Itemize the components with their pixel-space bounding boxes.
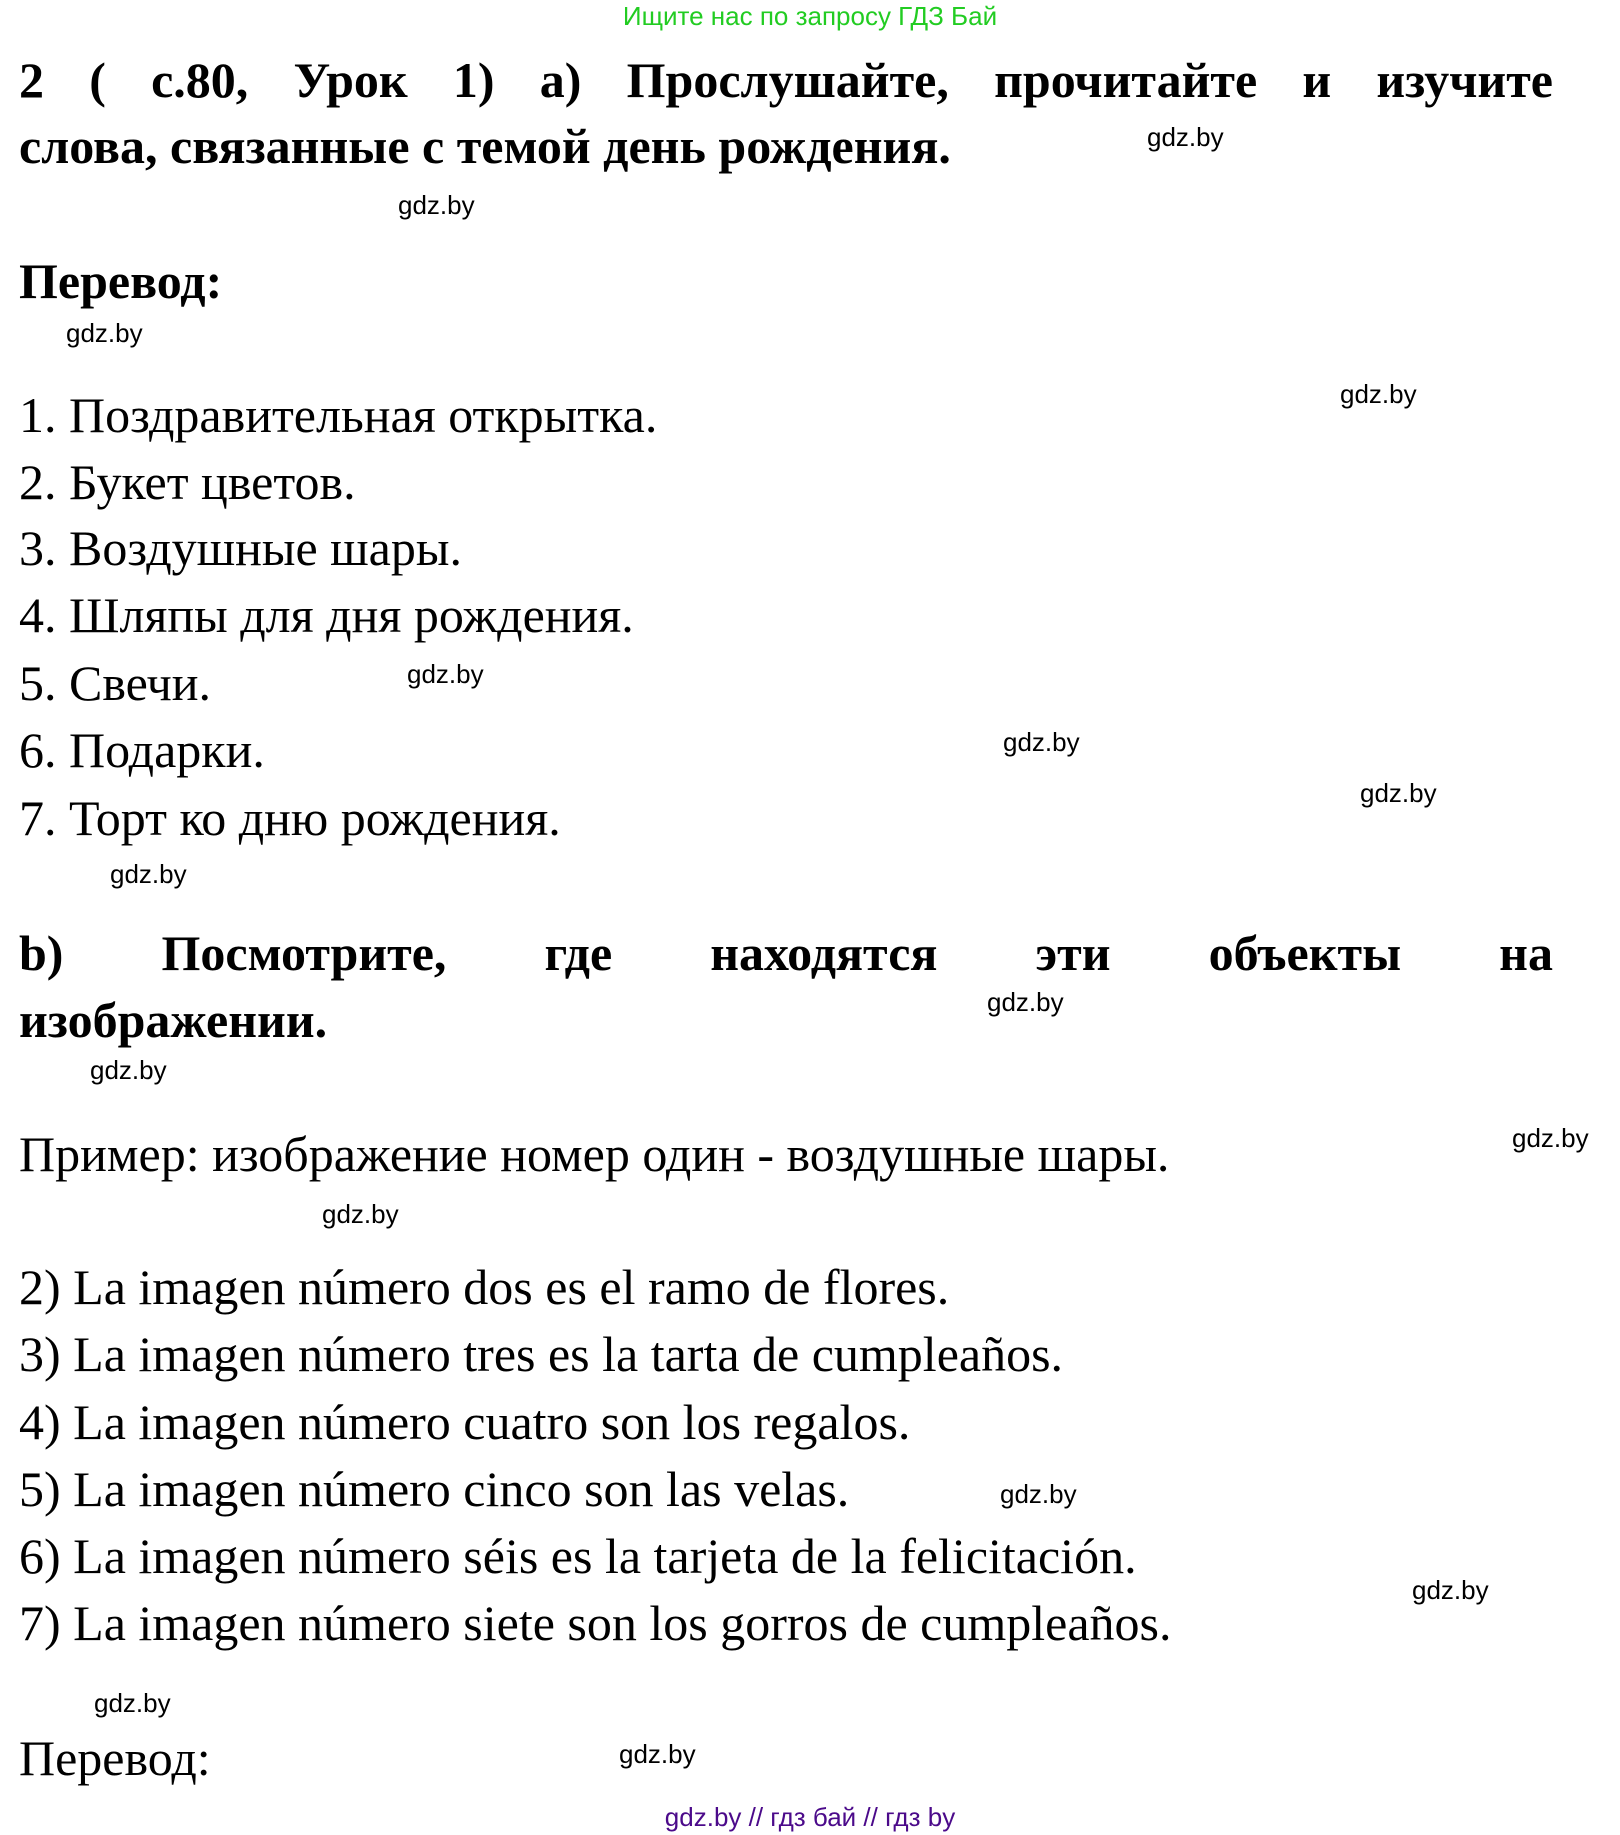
watermark: gdz.by: [110, 859, 187, 889]
translation-item: 2. Букет цветов.: [19, 454, 356, 510]
translation-item: 3. Воздушные шары.: [19, 520, 462, 576]
watermark: gdz.by: [407, 659, 484, 689]
watermark: gdz.by: [90, 1055, 167, 1085]
watermark: gdz.by: [1360, 778, 1437, 808]
watermark: gdz.by: [66, 318, 143, 348]
watermark: gdz.by: [1512, 1123, 1589, 1153]
translation-item: 6. Подарки.: [19, 722, 265, 778]
translation-item: 5. Свечи.: [19, 655, 212, 711]
watermark: gdz.by: [1000, 1479, 1077, 1509]
watermark: gdz.by: [987, 987, 1064, 1017]
answer-item: 2) La imagen número dos es el ramo de flores.: [19, 1259, 950, 1315]
part-b-line1: b) Посмотрите, где находятся эти объекты на: [19, 925, 1553, 981]
answer-item: 7) La imagen número siete son los gorros de cumpleaños.: [19, 1595, 1172, 1651]
watermark: gdz.by: [1003, 727, 1080, 757]
task-title-line2: слова, связанные с темой день рождения.: [19, 118, 951, 174]
watermark: gdz.by: [1412, 1575, 1489, 1605]
watermark: gdz.by: [322, 1199, 399, 1229]
translation-item: 7. Торт ко дню рождения.: [19, 790, 561, 846]
translation-item: 4. Шляпы для дня рождения.: [19, 587, 634, 643]
answer-item: 4) La imagen número cuatro son los regalos.: [19, 1394, 911, 1450]
answer-item: 6) La imagen número séis es la tarjeta de la felicitación.: [19, 1528, 1137, 1584]
example-text: Пример: изображение номер один - воздушные шары.: [19, 1126, 1170, 1182]
answer-item: 5) La imagen número cinco son las velas.: [19, 1461, 850, 1517]
translation-item: 1. Поздравительная открытка.: [19, 387, 658, 443]
search-banner: Ищите нас по запросу ГДЗ Бай: [622, 1, 998, 31]
watermark: gdz.by: [619, 1739, 696, 1769]
translation-heading: Перевод:: [19, 253, 223, 309]
translation-heading-2: Перевод:: [19, 1730, 211, 1786]
watermark: gdz.by: [1340, 379, 1417, 409]
part-b-line2: изображении.: [19, 992, 328, 1048]
task-title-line1: 2 ( с.80, Урок 1) a) Прослушайте, прочитайте и изучите: [19, 52, 1553, 108]
watermark: gdz.by: [398, 190, 475, 220]
watermark: gdz.by: [1147, 122, 1224, 152]
footer-links: gdz.by // гдз бай // гдз by: [664, 1802, 956, 1832]
answer-item: 3) La imagen número tres es la tarta de cumpleaños.: [19, 1326, 1064, 1382]
watermark: gdz.by: [94, 1688, 171, 1718]
